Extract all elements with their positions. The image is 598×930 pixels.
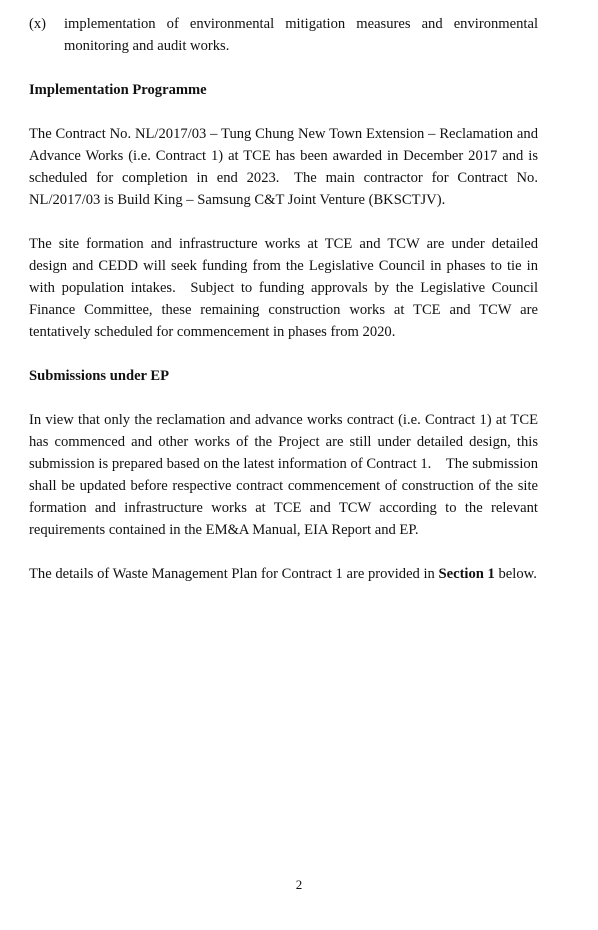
page-number: 2	[295, 877, 303, 892]
paragraph-contract-award: The Contract No. NL/2017/03 – Tung Chung New Town Extension – Reclamation and Advance Works (i.e. Contract 1) at TCE has been awarded in December 2017 and is scheduled for completion in end 2023. The main contractor for Contract No. NL/2017/03 is Build King – Samsung C&T Joint Venture (BKSCTJV).	[29, 126, 538, 208]
heading-submissions-under-ep: Submissions under EP	[29, 368, 170, 384]
paragraph-waste-management-plan	[29, 563, 538, 585]
paragraph-submission-basis: In view that only the reclamation and advance works contract (i.e. Contract 1) at TCE has commenced and other works of the Project are still under detailed design, this submission is prepared based on the latest information of Contract 1. The submission shall be updated before respective contract commencement of construction of the site formation and infrastructure works at TCE and TCW according to the relevant requirements contained in the EM&A Manual, EIA Report and EP.	[29, 412, 538, 538]
heading-implementation-programme: Implementation Programme	[29, 82, 207, 98]
list-marker: (x)	[29, 16, 47, 32]
paragraph-site-formation: The site formation and infrastructure works at TCE and TCW are under detailed design and CEDD will seek funding from the Legislative Council in phases to tie in with population intakes. Subject to funding approvals by the Legislative Council Finance Committee, these remaining construction works at TCE and TCW are tentatively scheduled for commencement in phases from 2020.	[29, 236, 538, 340]
section-reference: Section 1	[438, 566, 495, 582]
paragraph-text-tail: below.	[494, 566, 537, 582]
document-page	[29, 13, 538, 585]
paragraph-text-lead: The details of Waste Management Plan for Contract 1 are provided in	[29, 566, 439, 582]
list-item-text: implementation of environmental mitigation measures and environmental monitoring and audit works.	[64, 16, 538, 54]
list-item-x	[29, 13, 538, 57]
